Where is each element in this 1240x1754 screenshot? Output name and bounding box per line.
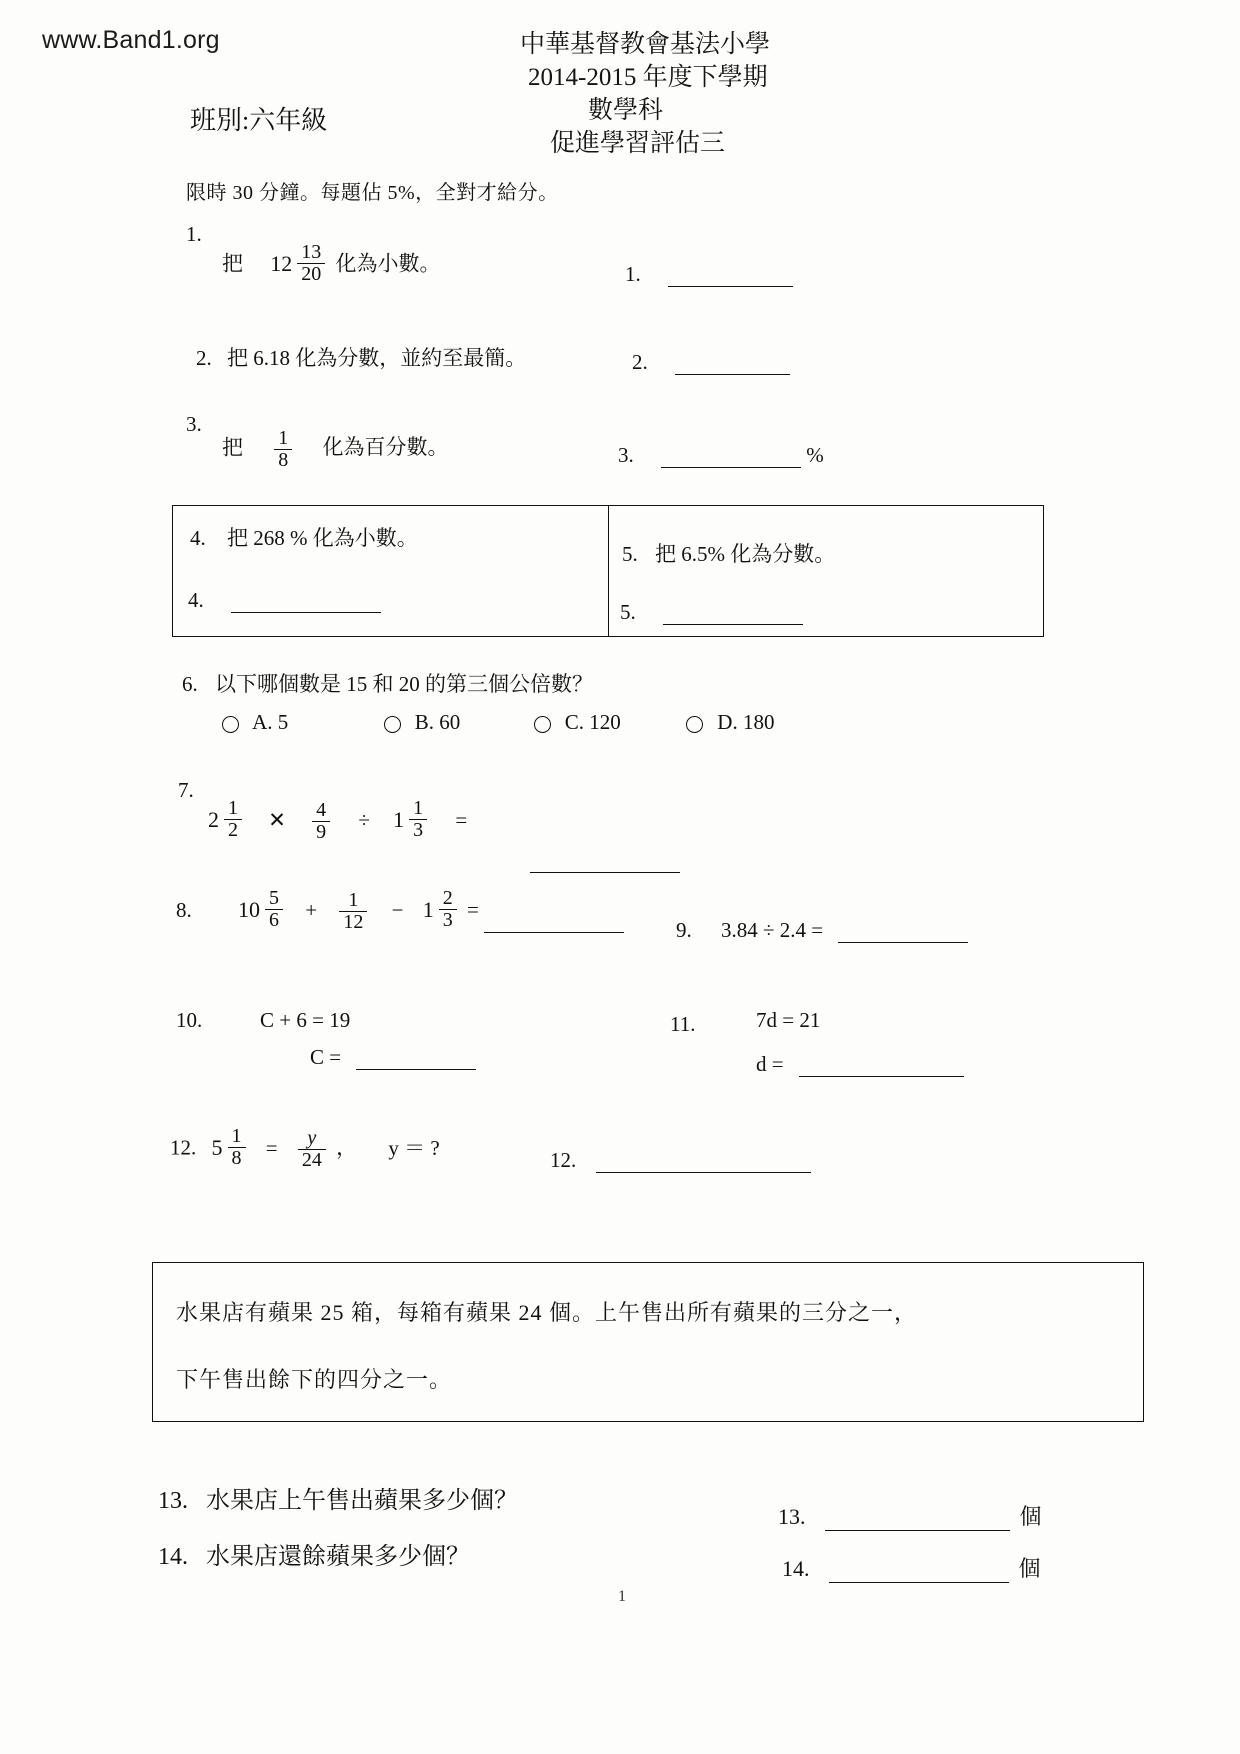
question-9-number: 9. bbox=[676, 918, 692, 942]
question-11-var: d = bbox=[756, 1052, 784, 1076]
answer-4-blank[interactable] bbox=[231, 592, 381, 613]
question-10-var: C = bbox=[310, 1045, 342, 1069]
q12-ask: y ＝ ? bbox=[388, 1135, 440, 1160]
question-4-text: 把 268 % 化為小數。 bbox=[227, 526, 418, 550]
q7-operator-2: ÷ bbox=[358, 807, 370, 832]
subject-name: 數學科 bbox=[588, 97, 664, 124]
q8-a-whole: 10 bbox=[238, 896, 260, 922]
question-2-number: 2. bbox=[196, 346, 212, 370]
answer-5-row bbox=[620, 600, 803, 625]
question-1-lead: 把 bbox=[222, 251, 243, 276]
question-13-number: 13. bbox=[158, 1488, 188, 1514]
site-watermark: www.Band1.org bbox=[42, 26, 220, 54]
q8-operator-1: + bbox=[305, 897, 318, 922]
q12-a-denominator: 8 bbox=[228, 1147, 246, 1169]
question-3-number: 3. bbox=[186, 412, 202, 436]
page-number: 1 bbox=[618, 1588, 626, 1605]
question-3-body bbox=[222, 428, 449, 471]
question-10-line1: C + 6 = 19 bbox=[260, 1008, 351, 1032]
answer-5-blank[interactable] bbox=[663, 604, 803, 625]
q7-equals: = bbox=[455, 807, 468, 832]
question-13-text: 水果店上午售出蘋果多少個？ bbox=[206, 1488, 518, 1514]
answer-5-number: 5. bbox=[620, 600, 636, 624]
q8-equals: = bbox=[466, 897, 479, 922]
option-b-label: B. 60 bbox=[414, 710, 461, 734]
school-name: 中華基督教會基法小學 bbox=[520, 31, 771, 58]
question-14-text: 水果店還餘蘋果多少個？ bbox=[206, 1544, 470, 1570]
answer-11-blank[interactable] bbox=[799, 1056, 964, 1077]
q7-a-whole: 2 bbox=[208, 806, 219, 832]
question-10-line2 bbox=[310, 1045, 476, 1070]
answer-4-row bbox=[188, 588, 381, 613]
answer-13-blank[interactable] bbox=[825, 1510, 1010, 1531]
q12-b-denominator: 24 bbox=[298, 1149, 326, 1171]
word-problem-line-2: 下午售出餘下的四分之一。 bbox=[176, 1367, 453, 1392]
q12-comma: ， bbox=[336, 1135, 358, 1160]
q8-a-denominator: 6 bbox=[265, 909, 283, 931]
answer-3-blank[interactable] bbox=[661, 447, 801, 468]
question-11-line1: 7d = 21 bbox=[756, 1008, 821, 1032]
answer-9-blank[interactable] bbox=[838, 922, 968, 943]
question-11-number: 11. bbox=[670, 1012, 696, 1036]
radio-icon-c[interactable] bbox=[534, 716, 551, 733]
radio-icon-b[interactable] bbox=[384, 716, 401, 733]
question-12-number: 12. bbox=[170, 1135, 197, 1160]
question-10-number: 10. bbox=[176, 1008, 203, 1032]
question-2-body bbox=[196, 342, 526, 372]
question-1-number: 1. bbox=[186, 222, 202, 246]
answer-12-blank[interactable] bbox=[596, 1152, 811, 1173]
assessment-title: 促進學習評估三 bbox=[550, 130, 726, 157]
question-5-number: 5. bbox=[622, 542, 638, 566]
q8-c-numerator: 2 bbox=[442, 887, 453, 909]
question-3-denominator: 8 bbox=[274, 449, 292, 471]
answer-1-blank[interactable] bbox=[668, 266, 793, 287]
q7-b-numerator: 4 bbox=[316, 799, 327, 822]
question-6-options bbox=[222, 710, 822, 735]
answer-14-unit: 個 bbox=[1018, 1556, 1041, 1581]
question-14-body bbox=[158, 1536, 470, 1571]
question-1-whole: 12 bbox=[270, 250, 293, 276]
word-problem-line-1: 水果店有蘋果 25 箱，每箱有蘋果 24 個。上午售出所有蘋果的三分之一， bbox=[176, 1300, 918, 1325]
question-7-body bbox=[208, 798, 467, 843]
q8-b-denominator: 12 bbox=[339, 911, 367, 933]
question-2-text: 把 6.18 化為分數，並約至最簡。 bbox=[227, 346, 527, 370]
exam-header bbox=[520, 28, 940, 160]
question-6-number: 6. bbox=[182, 672, 198, 696]
q8-c-denominator: 3 bbox=[439, 909, 457, 931]
answer-10-blank[interactable] bbox=[356, 1049, 476, 1070]
question-5-text: 把 6.5% 化為分數。 bbox=[655, 542, 836, 566]
q12-a-numerator: 1 bbox=[231, 1125, 242, 1147]
option-c[interactable] bbox=[534, 710, 621, 735]
question-1-numerator: 13 bbox=[301, 241, 322, 263]
question-6-text: 以下哪個數是 15 和 20 的第三個公倍數？ bbox=[215, 672, 593, 696]
q12-b-numerator: y bbox=[307, 1127, 317, 1150]
question-1-tail: 化為小數。 bbox=[335, 251, 441, 276]
question-9-text: 3.84 ÷ 2.4 = bbox=[721, 918, 824, 942]
question-14-number: 14. bbox=[158, 1544, 188, 1570]
question-3-tail: 化為百分數。 bbox=[322, 435, 449, 460]
school-year: 2014-2015 年度下學期 bbox=[528, 64, 768, 91]
answer-7-row bbox=[530, 848, 680, 873]
option-b[interactable] bbox=[384, 710, 461, 735]
question-9-body bbox=[676, 918, 968, 943]
option-c-label: C. 120 bbox=[564, 710, 621, 734]
answer-14-number: 14. bbox=[782, 1556, 810, 1581]
option-a[interactable] bbox=[222, 710, 288, 735]
q8-c-whole: 1 bbox=[422, 896, 434, 922]
radio-icon-a[interactable] bbox=[222, 716, 239, 733]
question-12-body bbox=[170, 1126, 440, 1171]
answer-2-number: 2. bbox=[632, 350, 648, 374]
q7-c-numerator: 1 bbox=[413, 797, 424, 819]
option-d-label: D. 180 bbox=[717, 710, 775, 734]
answer-14-row bbox=[782, 1552, 1041, 1583]
q7-a-numerator: 1 bbox=[228, 797, 238, 819]
q12-a-whole: 5 bbox=[211, 1134, 223, 1160]
question-4-body bbox=[190, 522, 418, 552]
question-8-body bbox=[238, 888, 624, 933]
q7-c-whole: 1 bbox=[393, 806, 405, 832]
option-d[interactable] bbox=[686, 710, 774, 735]
box-divider bbox=[608, 505, 609, 637]
question-11-line2 bbox=[756, 1052, 964, 1077]
answer-2-row bbox=[632, 350, 790, 375]
answer-13-number: 13. bbox=[778, 1504, 806, 1529]
question-1-denominator: 20 bbox=[297, 263, 325, 285]
answer-12-row bbox=[550, 1148, 811, 1173]
option-a-label: A. 5 bbox=[252, 710, 289, 734]
answer-4-number: 4. bbox=[188, 588, 204, 612]
question-7-number: 7. bbox=[178, 778, 194, 802]
q8-a-numerator: 5 bbox=[269, 887, 279, 909]
answer-13-unit: 個 bbox=[1019, 1504, 1042, 1529]
answer-3-unit: % bbox=[806, 443, 824, 467]
answer-8-blank[interactable] bbox=[484, 912, 624, 933]
answer-7-blank[interactable] bbox=[530, 852, 680, 873]
question-3-lead: 把 bbox=[222, 435, 243, 460]
q12-equals: = bbox=[265, 1135, 278, 1160]
q7-operator-1: ✕ bbox=[268, 807, 286, 832]
q7-c-denominator: 3 bbox=[409, 819, 427, 841]
answer-1-number: 1. bbox=[625, 262, 641, 286]
radio-icon-d[interactable] bbox=[686, 716, 703, 733]
question-13-body bbox=[158, 1480, 518, 1515]
answer-12-number: 12. bbox=[550, 1148, 577, 1172]
answer-1-row bbox=[625, 262, 793, 287]
answer-2-blank[interactable] bbox=[675, 354, 790, 375]
q7-b-denominator: 9 bbox=[312, 821, 330, 843]
answer-3-row bbox=[618, 443, 824, 468]
question-6-body bbox=[182, 668, 593, 698]
answer-3-number: 3. bbox=[618, 443, 634, 467]
question-8-number: 8. bbox=[176, 898, 192, 922]
q8-operator-2: − bbox=[391, 897, 404, 922]
question-5-body bbox=[622, 538, 835, 568]
answer-14-blank[interactable] bbox=[829, 1562, 1009, 1583]
class-label: 班別:六年級 bbox=[190, 106, 328, 135]
q8-b-numerator: 1 bbox=[348, 889, 359, 912]
q7-a-denominator: 2 bbox=[224, 819, 242, 841]
question-3-numerator: 1 bbox=[278, 427, 289, 449]
answer-13-row bbox=[778, 1500, 1042, 1531]
question-1-body bbox=[222, 242, 441, 285]
question-4-number: 4. bbox=[190, 526, 206, 550]
instruction-text: 限時 30 分鐘。每題佔 5%，全對才給分。 bbox=[186, 182, 559, 204]
